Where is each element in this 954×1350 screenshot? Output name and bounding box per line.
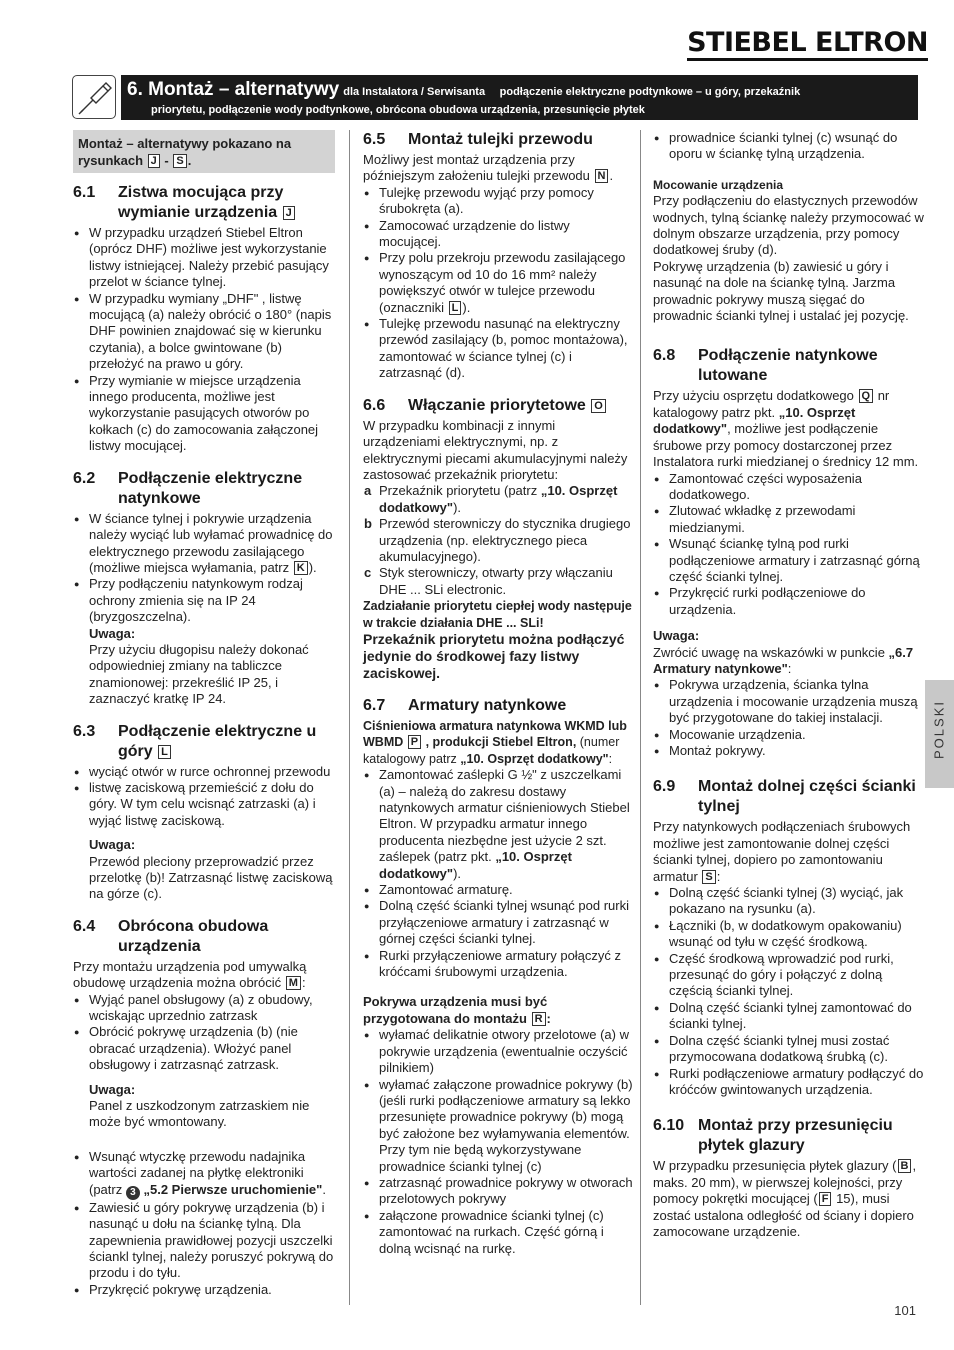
- section-heading: Montaż dolnej części ścianki tylnej: [698, 778, 916, 816]
- list-item: ● listwę zaciskową przemieścić z dołu do góry. W tym celu wcisnąć zatrzaski (a) i wyjąć listwę zaciskową.: [73, 780, 335, 829]
- section-6-8: 6.8 Podłączenie natynkowe lutowane Przy użyciu osprzętu dodatkowego Q nr katalogowy patrz pkt. „10. Osprzęt dodatkowy", możliwe jest podłączenie śrubowe przy pomocy dostarczonej przez Instalatora rurki miedzianej o średnicy 12 mm. ● Zamontować części wyposażenia dodatkowego. ● Zlutować wkładkę z przewodami miedzianymi. ● Wsunąć ściankę tylną pod rurki podłączeniowe armatury i zatrzasnąć górną część ścianki tylnej. ● Przykręcić rurki podłączeniowe do urządzenia. Uwaga: Zwrócić uwagę na wskazówki w punkcie „6.7 Armatury natynkowe": ● Pokrywa urządzenia, ścianka tylna urządzenia i mocowanie urządzenia muszą być przygotowane do takiej instalacji. ● Mocowanie urządzenia. ● Montaż pokrywy.: [653, 346, 925, 759]
- note-heading: Uwaga:: [89, 625, 136, 641]
- list-item: ● Zlutować wkładkę z przewodami miedzianymi.: [653, 503, 925, 536]
- list-item: ● Wsunąć ściankę tylną pod rurki podłączeniowe armatury i zatrzasnąć górną część ścianki tylnej.: [653, 536, 925, 585]
- section-title: 6. Montaż – alternatywy: [127, 79, 340, 100]
- figure-ref: K: [294, 561, 308, 575]
- section-heading: Montaż przy przesunięciu płytek glazury: [698, 1117, 893, 1155]
- page-number: 101: [894, 1303, 916, 1318]
- figure-ref: S: [173, 154, 186, 168]
- list-item: ● Tulejkę przewodu nasunąć na elektryczny przewód zasilający (b, pomoc montażowa), zamontować w ściance tylnej (c) i zatrzasnąć (d).: [363, 316, 633, 382]
- figure-ref: Q: [859, 389, 874, 403]
- section-heading: Zistwa mocująca przy wymianie urządzenia: [118, 184, 284, 221]
- section-subtitle-line2: priorytetu, podłączenie wody podtynkowe, obrócona obudowa urządzenia, przesunięcie płytek: [151, 104, 645, 116]
- column-1: [73, 130, 335, 1298]
- column-2: [363, 130, 633, 1257]
- list-item: ● W przypadku urządzeń Stiebel Eltron (oprócz DHF) możliwe jest wykorzystanie listwy istniejącej. Należy przebić pasujący przelot w ściance tylnej.: [73, 225, 335, 291]
- subheading: Mocowanie urządzenia: [653, 177, 784, 192]
- section-header: [72, 75, 918, 120]
- section-6-10: 6.10 Montaż przy przesunięciu płytek glazury W przypadku przesunięcia płytek glazury ( B , maks. 20 mm), w pierwszej kolejności, przy pomocy pokrętki mocującej ( F 15), musi zostać ustalona odległość od ściany i dopiero zamocowane urządzenie.: [653, 1116, 925, 1240]
- figure-ref: P: [408, 735, 421, 749]
- column-divider: [349, 130, 350, 1305]
- list-item: ● Zamontować armaturę.: [363, 882, 633, 898]
- note: Uwaga: Przewód pleciony przeprowadzić przez przelotkę (b)! Zatrzasnąć listwę zaciskową na górze (c).: [89, 837, 333, 902]
- section-6-1: 6.1 Zistwa mocująca przy wymianie urządzenia J ● W przypadku urządzeń Stiebel Eltron (oprócz DHF) możliwe jest wykorzystanie listwy istniejącej. Należy przebić pasujący przelot w ściance tylnej. ● W przypadku wymiany „DHF" , listwę mocującą (a) należy obrócić o 180° (napis DHF powinien znajdować się w kierunku czytania), a bolce gwintowane (b) przełożyć na prawo u góry. ● Przy wymianie w miejsce urządzenia innego producenta, możliwe jest wykorzystanie pasujących otworów po kołkach (c) do zamocowania załączonej listwy mocującej.: [73, 183, 335, 455]
- paragraph: Pokrywę urządzenia (b) zawiesić u góry i nasunąć na dole na ściankę tylną. Jarzma prowadnic pokrywy muszą sięgać do prowadnic ścianki tylnej i ustalać jej pozycję.: [653, 258, 909, 324]
- list-item: ● Przy wymianie w miejsce urządzenia innego producenta, możliwe jest wykorzystanie pasujących otworów po kołkach (c) do zamocowania załączonej listwy mocującej.: [73, 373, 335, 455]
- list-item: ● Dolną część ścianki tylnej (3) wyciąć, jak pokazano na rysunku (a).: [653, 885, 925, 918]
- column-divider: [640, 130, 641, 1305]
- list-item: ● Zamocować urządzenie do listwy mocującej.: [363, 218, 633, 251]
- section-heading: Montaż tulejki przewodu: [408, 131, 593, 148]
- note-text: Przy użyciu długopisu należy dokonać odpowiedniej zmiany na tabliczce znamionowej: przekreślić IP 25, i zaznaczyć kratkę IP 24.: [89, 641, 309, 707]
- figure-ref: O: [591, 399, 606, 413]
- list-item: ● prowadnice ścianki tylnej (c) wsunąć do oporu w ściankę tylną urządzenia.: [653, 130, 925, 163]
- list-item: ● Pokrywa urządzenia, ścianka tylna urządzenia i mocowanie urządzenia muszą być przygotowane do takiej instalacji.: [653, 677, 925, 726]
- list-item: ● Wsunąć wtyczkę przewodu nadajnika wartości zadanej na płytkę elektroniki (patrz 3 „5.2 Pierwsze uruchomienie".: [73, 1149, 335, 1200]
- section-heading: Podłączenie natynkowe lutowane: [698, 347, 878, 385]
- list-item: ● wyciąć otwór w rurce ochronnej przewodu: [73, 764, 335, 780]
- section-6-4: 6.4 Obrócona obudowa urządzenia Przy montażu urządzenia pod umywalką obudowę urządzenia można obrócić M : ● Wyjąć panel obsługowy (a) z obudowy, wciskając uprzednio zatrzask ● Obrócić pokrywę urządzenia (b) (nie obracać urządzenia). Włożyć panel obsługowy i zatrzasnąć zatrzask. Uwaga: Panel z uszkodzonym zatrzaskiem nie może być wmontowany. ● Wsunąć wtyczkę przewodu nadajnika wartości zadanej na płytkę elektroniki (patrz 3 „5.2 Pierwsze uruchomienie". ● Zawiesić u góry pokrywę urządzenia (b) i nasunąć u dołu na ściankę tylną. Dla zapewnienia prawidłowej pozycji uszczelki ściankl tylnej, należy poruszyć pokrywą do przodu i do tyłu. ● Przykręcić pokrywę urządzenia.: [73, 917, 335, 1298]
- section-6-3: 6.3 Podłączenie elektryczne u góry L ● wyciąć otwór w rurce ochronnej przewodu ● listwę zaciskową przemieścić z dołu do góry. W tym celu wcisnąć zatrzaski (a) i wyjąć listwę zaciskową. Uwaga: Przewód pleciony przeprowadzić przez przelotkę (b)! Zatrzasnąć listwę zaciskową na górze (c).: [73, 722, 335, 903]
- list-item: ● załączone prowadnice ścianki tylnej (c) zamontować na rurkach. Część górną i dolną wcisnąć na rurkę.: [363, 1208, 633, 1257]
- chapter-circle-icon: 3: [126, 1186, 140, 1200]
- header-bar: [121, 75, 918, 120]
- note: Uwaga: Panel z uszkodzonym zatrzaskiem nie może być wmontowany.: [89, 1081, 310, 1130]
- section-heading: Armatury natynkowe: [408, 696, 567, 714]
- list-item: ● Zamontować zaślepki G ½" z uszczelkami (a) – należą do zakresu dostawy natynkowych armatur ciśnieniowych Stiebel Eltron. W przypadku armatur innego producenta niezbędne jest użycie 2 szt. zaślepek (patrz pkt. „10. Osprzęt dodatkowy").: [363, 767, 633, 882]
- figure-ref: J: [283, 206, 295, 220]
- language-tab: POLSKI: [925, 680, 954, 788]
- section-heading: Włączanie priorytetowe: [408, 396, 586, 414]
- list-item: ● Przy podłączeniu natynkowym rodzaj ochrony zmienia się na IP 24 (bryzgoszczelna). Uwaga: Przy użyciu długopisu należy dokonać odpowiedniej zmiany na tabliczce znamionowej: przekreślić IP 25, i zaznaczyć kratkę IP 24.: [73, 576, 335, 707]
- list-item: a Przekaźnik priorytetu (patrz „10. Osprzęt dodatkowy").: [364, 483, 618, 515]
- section-heading: Podłączenie elektryczne natynkowe: [118, 469, 303, 507]
- list-item: ● Przykręcić pokrywę urządzenia.: [73, 1282, 335, 1298]
- paragraph: Przy podłączeniu do elastycznych przewodów wodnych, tylną ściankę należy przymocować w dolnym obszarze urządzenia, przy pomocy dodatkowej śruby (d).: [653, 193, 924, 258]
- list-item: ● Rurki podłączeniowe armatury podłączyć do króćców gwintowanych urządzenia.: [653, 1066, 925, 1099]
- section-6-9: 6.9 Montaż dolnej części ścianki tylnej Przy natynkowych podłączeniach śrubowych możliwe jest zamontowanie dolnej części ścianki tylnej, dopiero po zamontowaniu armatur S : ● Dolną część ścianki tylnej (3) wyciąć, jak pokazano na rysunku (a). ● Łączniki (b, w dodatkowym opakowaniu) wsunąć od tyłu w część środkową. ● Część środkową wprowadzić pod rurki, przesunąć do góry i połączyć z dolną częścią ścianki tylnej. ● Dolną część ścianki tylnej zamontować do ścianki tylnej. ● Dolna część ścianki tylnej musi zostać przymocowana dodatkową śrubką (c). ● Rurki podłączeniowe armatury podłączyć do króćców gwintowanych urządzenia.: [653, 777, 925, 1098]
- figure-ref: S: [702, 870, 715, 884]
- list-item: b Przewód sterowniczy do stycznika drugiego urządzenia (np. elektrycznego pieca akumulacyjnego).: [364, 516, 631, 564]
- list-item: ● Obrócić pokrywę urządzenia (b) (nie obracać urządzenia). Włożyć panel obsługowy i zatrzasnąć zatrzask.: [73, 1024, 335, 1073]
- list-item: ● zatrzasnąć prowadnice pokrywy w otworach przelotowych pokrywy: [363, 1175, 633, 1208]
- list-item: ● W przypadku wymiany „DHF" , listwę mocującą (a) należy obrócić o 180° (napis DHF powinien znajdować się w kierunku czytania), a bolce gwintowane (b) przełożyć na prawo u góry.: [73, 291, 335, 373]
- list-item: ● Tulejkę przewodu wyjąć przy pomocy śrubokręta (a).: [363, 185, 633, 218]
- figure-ref: N: [595, 169, 609, 183]
- column-3: [653, 130, 925, 1240]
- list-item: c Styk sterowniczy, otwarty przy włączaniu DHE ... SLi electronic.: [364, 565, 613, 597]
- figure-ref: J: [148, 154, 160, 168]
- list-item: ● Zawiesić u góry pokrywę urządzenia (b) i nasunąć u dołu na ściankę tylną. Dla zapewnienia prawidłowej pozycji uszczelki ściankl tylnej, należy poruszyć pokrywą do przodu i do tyłu.: [73, 1200, 335, 1282]
- section-6-2: 6.2 Podłączenie elektryczne natynkowe ● W ściance tylnej i pokrywie urządzenia należy wyciąć lub wyłamać prowadnicę do elektrycznego przewodu zasilającego (możliwe miejsca wyłamania, patrz K ). ● Przy podłączeniu natynkowym rodzaj ochrony zmienia się na IP 24 (bryzgoszczelna). Uwaga: Przy użyciu długopisu należy dokonać odpowiedniej zmiany na tabliczce znamionowej: przekreślić IP 25, i zaznaczyć kratkę IP 24.: [73, 469, 335, 708]
- figure-ref: M: [286, 976, 301, 990]
- figure-ref: R: [532, 1012, 546, 1026]
- list-item: ● Dolną część ścianki tylnej zamontować do ścianki tylnej.: [653, 1000, 925, 1033]
- section-6-6: 6.6 Włączanie priorytetowe O W przypadku kombinacji z innymi urządzeniami elektrycznymi, np. z elektrycznymi piecami akumulacyjnymi należy zastosować przekaźnik priorytetu: a Przekaźnik priorytetu (patrz „10. Osprzęt dodatkowy"). b Przewód sterowniczy do stycznika drugiego urządzenia (np. elektrycznego pieca akumulacyjnego). c Styk sterowniczy, otwarty przy włączaniu DHE ... SLi electronic. Zadziałanie priorytetu ciepłej wody następuje w trakcie działania DHE ... SLi! Przekaźnik priorytetu można podłączyć jedynie do środkowej fazy listwy zaciskowej.: [363, 396, 632, 681]
- list-item: ● wyłamać delikatnie otwory przelotowe (a) w pokrywie urządzenia (ewentualnie oczyścić pilnikiem): [363, 1027, 633, 1076]
- list-item: ● Wyjąć panel obsługowy (a) z obudowy, wciskając uprzednio zatrzask: [73, 992, 335, 1025]
- warning-text: Przekaźnik priorytetu można podłączyć jedynie do środkowej fazy listwy zaciskowej.: [363, 630, 625, 681]
- intro-box: Montaż – alternatywy pokazano na rysunkach J - S .: [73, 130, 335, 173]
- list-item: ● Montaż pokrywy.: [653, 743, 925, 759]
- list-item: ● Dolną część ścianki tylnej wsunąć pod rurki przyłączeniowe armatury i zatrzasnąć w górnej części ścianki tylnej.: [363, 898, 633, 947]
- section-audience: dla Instalatora / Serwisanta: [343, 86, 486, 98]
- section-heading: Podłączenie elektryczne u góry: [118, 722, 317, 760]
- list-item: ● Przykręcić rurki podłączeniowe do urządzenia.: [653, 585, 925, 618]
- list-item: ● Dolna część ścianki tylnej musi zostać przymocowana dodatkową śrubką (c).: [653, 1033, 925, 1066]
- figure-ref: B: [898, 1159, 912, 1173]
- section-6-5: 6.5 Montaż tulejki przewodu Możliwy jest montaż urządzenia przy późniejszym założeniu tulejki przewodu N . ● Tulejkę przewodu wyjąć przy pomocy śrubokręta (a). ● Zamocować urządzenie do listwy mocującej. ● Przy polu przekroju przewodu zasilającego wynoszącym od 10 do 16 mm² należy powiększyć otwór w tulejce przewodu (oznaczniki L ). ● Tulejkę przewodu nasunąć na elektryczny przewód zasilający (b, pomoc montażowa), zamontować w ściance tylnej (c) i zatrzasnąć (d).: [363, 130, 633, 382]
- list-item: ● W ściance tylnej i pokrywie urządzenia należy wyciąć lub wyłamać prowadnicę do elektrycznego przewodu zasilającego (możliwe miejsca wyłamania, patrz K ).: [73, 511, 335, 577]
- list-item: ● wyłamać załączone prowadnice pokrywy (b) (jeśli rurki podłączeniowe armatury są lekko przesunięte prowadnice pokrywy (b) mogą być założone bez wyłamywania elementów. Przy tym nie będą wykorzystywane prowadnice ścianki tylnej (c): [363, 1077, 633, 1175]
- screwdriver-icon: [72, 75, 116, 119]
- list-item: ● Przy polu przekroju przewodu zasilającego wynoszącym od 10 do 16 mm² należy powiększyć otwór w tulejce przewodu (oznaczniki L ).: [363, 250, 633, 316]
- subheading: Pokrywa urządzenia musi być przygotowana do montażu: [363, 994, 548, 1026]
- figure-ref: L: [449, 301, 462, 315]
- section-subtitle: podłączenie elektryczne podtynkowe – u góry, przekaźnik: [499, 86, 801, 98]
- section-heading: Obrócona obudowa urządzenia: [118, 917, 269, 955]
- list-item: ● Łączniki (b, w dodatkowym opakowaniu) wsunąć od tyłu w część środkową.: [653, 918, 925, 951]
- list-item: ● Część środkową wprowadzić pod rurki, przesunąć do góry i połączyć z dolną częścią ścianki tylnej.: [653, 951, 925, 1000]
- note-heading: Uwaga:: [653, 628, 700, 644]
- figure-ref: F: [819, 1192, 832, 1206]
- brand-logo: STIEBEL ELTRON: [687, 28, 928, 61]
- list-item: ● Zamontować części wyposażenia dodatkowego.: [653, 471, 925, 504]
- figure-ref: L: [158, 745, 171, 759]
- warning-text: Zadziałanie priorytetu ciepłej wody następuje w trakcie działania DHE ... SLi!: [363, 599, 632, 630]
- section-6-7: 6.7 Armatury natynkowe Ciśnieniowa armatura natynkowa WKMD lub WBMD P , produkcji Stiebel Eltron, (numer katalogowy patrz „10. Osprzęt dodatkowy": ● Zamontować zaślepki G ½" z uszczelkami (a) – należą do zakresu dostawy natynkowych armatur ciśnieniowych Stiebel Eltron. W przypadku armatur innego producenta niezbędne jest użycie 2 szt. zaślepek (patrz pkt. „10. Osprzęt dodatkowy"). ● Zamontować armaturę. ● Dolną część ścianki tylnej wsunąć pod rurki przyłączeniowe armatury i zatrzasnąć w górnej części ścianki tylnej. ● Rurki przyłączeniowe armatury połączyć z króćcami śrubowymi urządzenia. Pokrywa urządzenia musi być przygotowana do montażu R : ● wyłamać delikatnie otwory przelotowe (a) w pokrywie urządzenia (ewentualnie oczyścić pilnikiem) ● wyłamać załączone prowadnice pokrywy (b) (jeśli rurki podłączeniowe armatury są lekko przesunięte prowadnice pokrywy (b) mogą być założone bez wyłamywania elementów. Przy tym nie będą wykorzystywane prowadnice ścianki tylnej (c) ● zatrzasnąć prowadnice pokrywy w otworach przelotowych pokrywy ● załączone prowadnice ścianki tylnej (c) zamontować na rurkach. Część górną i dolną wcisnąć na rurkę.: [363, 696, 633, 1257]
- list-item: ● Mocowanie urządzenia.: [653, 727, 925, 743]
- list-item: ● Rurki przyłączeniowe armatury połączyć z króćcami śrubowymi urządzenia.: [363, 948, 633, 981]
